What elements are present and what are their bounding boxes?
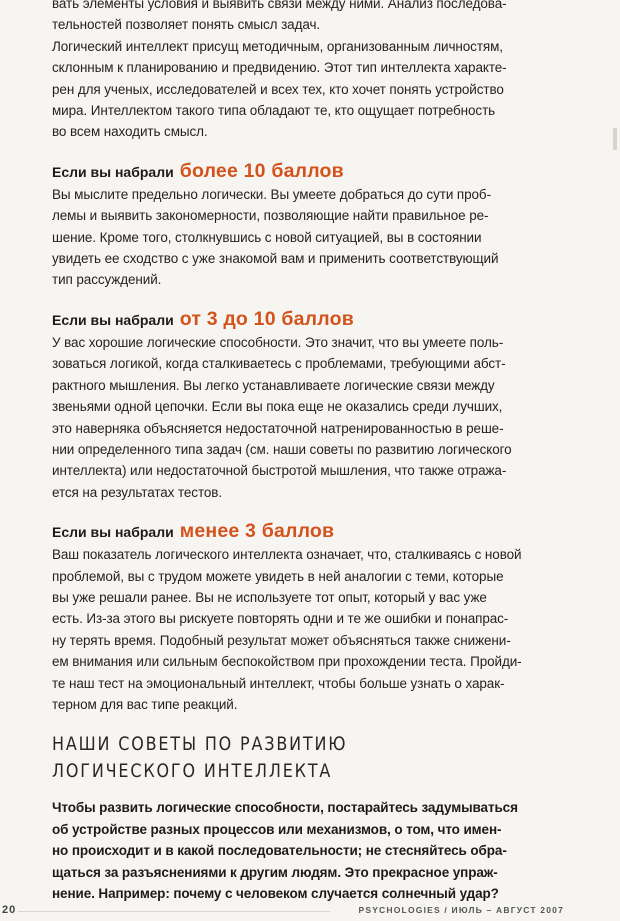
intro-line: мира. Интеллектом такого типа обладают те, кто ощущает потребность bbox=[52, 103, 496, 119]
text-line: лемы и выявить закономерности, позволяющие найти правильное ре- bbox=[52, 208, 489, 224]
result-section-low bbox=[52, 519, 552, 715]
intro-line: рен для ученых, исследователей и всех тех, кто хочет понять устройство bbox=[52, 81, 504, 97]
result-section-medium bbox=[52, 307, 552, 503]
text-line: рактного мышления. Вы легко устанавливаете логические связи между bbox=[52, 377, 495, 393]
text-line: зоваться логикой, когда сталкиваетесь с проблемами, требующими абст- bbox=[52, 356, 506, 372]
text-line: Вы мыслите предельно логически. Вы умеете добраться до сути проб- bbox=[52, 186, 491, 202]
text-line: есть. Из-за этого вы рискуете повторять одни и те же ошибки и понапрас- bbox=[52, 611, 509, 627]
text-line: терном для вас типе реакций. bbox=[52, 696, 238, 712]
text-line: увидеть ее сходство с уже знакомой вам и применить соответствующий bbox=[52, 251, 499, 267]
text-line: Чтобы развить логические способности, постарайтесь задумываться bbox=[52, 800, 518, 816]
intro-line: тельностей позволяет понять смысл задач. bbox=[52, 17, 321, 33]
tips-section bbox=[52, 731, 552, 904]
result-heading-score: от 3 до 10 баллов bbox=[179, 307, 354, 330]
intro-paragraph bbox=[52, 0, 552, 143]
result-text bbox=[52, 332, 552, 503]
tips-heading-line: ЛОГИЧЕСКОГО ИНТЕЛЛЕКТА bbox=[52, 760, 333, 783]
text-line: интеллекта) или недостаточной быстротой мышления, что также отража- bbox=[52, 463, 507, 479]
text-line: ется на результатах тестов. bbox=[52, 484, 223, 500]
result-heading bbox=[52, 307, 552, 332]
page-footer bbox=[0, 895, 620, 921]
result-heading bbox=[52, 519, 552, 544]
tips-text bbox=[52, 797, 552, 904]
text-line: ем внимания или сильным беспокойством при прохождении теста. Пройди- bbox=[52, 654, 522, 670]
text-line: нение. Например: почему с человеком случается солнечный удар? bbox=[52, 886, 499, 901]
result-section-high bbox=[52, 159, 552, 291]
result-heading-score: более 10 баллов bbox=[179, 159, 344, 182]
text-line: вы уже решали ранее. Вы не используете тот опыт, который у вас уже bbox=[52, 589, 487, 605]
text-line: шение. Кроме того, столкнувшись с новой ситуацией, вы в состоянии bbox=[52, 229, 482, 245]
intro-line: во всем находить смысл. bbox=[52, 124, 208, 140]
tips-heading bbox=[52, 731, 472, 785]
result-heading bbox=[52, 159, 552, 184]
text-line: проблемой, вы с трудом можете увидеть в ней аналогии с теми, которые bbox=[52, 568, 504, 584]
result-text bbox=[52, 184, 552, 291]
intro-line: склонным к планированию и предвидению. Этот тип интеллекта характе- bbox=[52, 60, 507, 76]
intro-line: Логический интеллект присущ методичным, организованным личностям, bbox=[52, 38, 503, 54]
text-line: щаться за разъяснениями к другим людям. Это прекрасное упраж- bbox=[52, 864, 498, 880]
article-page bbox=[52, 0, 552, 904]
page-number: 20 bbox=[2, 904, 17, 916]
result-heading-lead: Если вы набрали bbox=[52, 163, 174, 180]
text-line: об устройстве разных процессов или механизмов, о том, что имен- bbox=[52, 821, 502, 837]
text-line: У вас хорошие логические способности. Это значит, что вы умеете поль- bbox=[52, 334, 504, 350]
text-line: звеньями одной цепочки. Если вы пока еще не оказались среди лучших, bbox=[52, 399, 503, 415]
result-heading-lead: Если вы набрали bbox=[52, 524, 174, 541]
text-line: Ваш показатель логического интеллекта означает, что, сталкиваясь с новой bbox=[52, 547, 522, 563]
footer-divider bbox=[18, 911, 330, 912]
page-edge-mark bbox=[613, 128, 617, 150]
tips-heading-line: НАШИ СОВЕТЫ ПО РАЗВИТИЮ bbox=[52, 733, 348, 756]
text-line: но происходит и в какой последовательности; не стесняйтесь обра- bbox=[52, 843, 507, 859]
text-line: это наверняка объясняется недостаточной натренированностью в реше- bbox=[52, 420, 504, 436]
text-line: ну терять время. Подобный результат может объясняться также снижени- bbox=[52, 632, 511, 648]
text-line: те наш тест на эмоциональный интеллект, чтобы больше узнать о харак- bbox=[52, 675, 505, 691]
intro-line: вать элементы условия и выявить связи между ними. Анализ последова- bbox=[52, 0, 507, 11]
text-line: тип рассуждений. bbox=[52, 272, 162, 288]
result-heading-score: менее 3 баллов bbox=[179, 520, 335, 543]
text-line: нии определенного типа задач (см. наши советы по развитию логического bbox=[52, 441, 512, 457]
result-heading-lead: Если вы набрали bbox=[52, 311, 174, 328]
result-text bbox=[52, 544, 552, 715]
running-footer: PSYCHOLOGIES / ИЮЛЬ – АВГУСТ 2007 bbox=[358, 905, 564, 915]
